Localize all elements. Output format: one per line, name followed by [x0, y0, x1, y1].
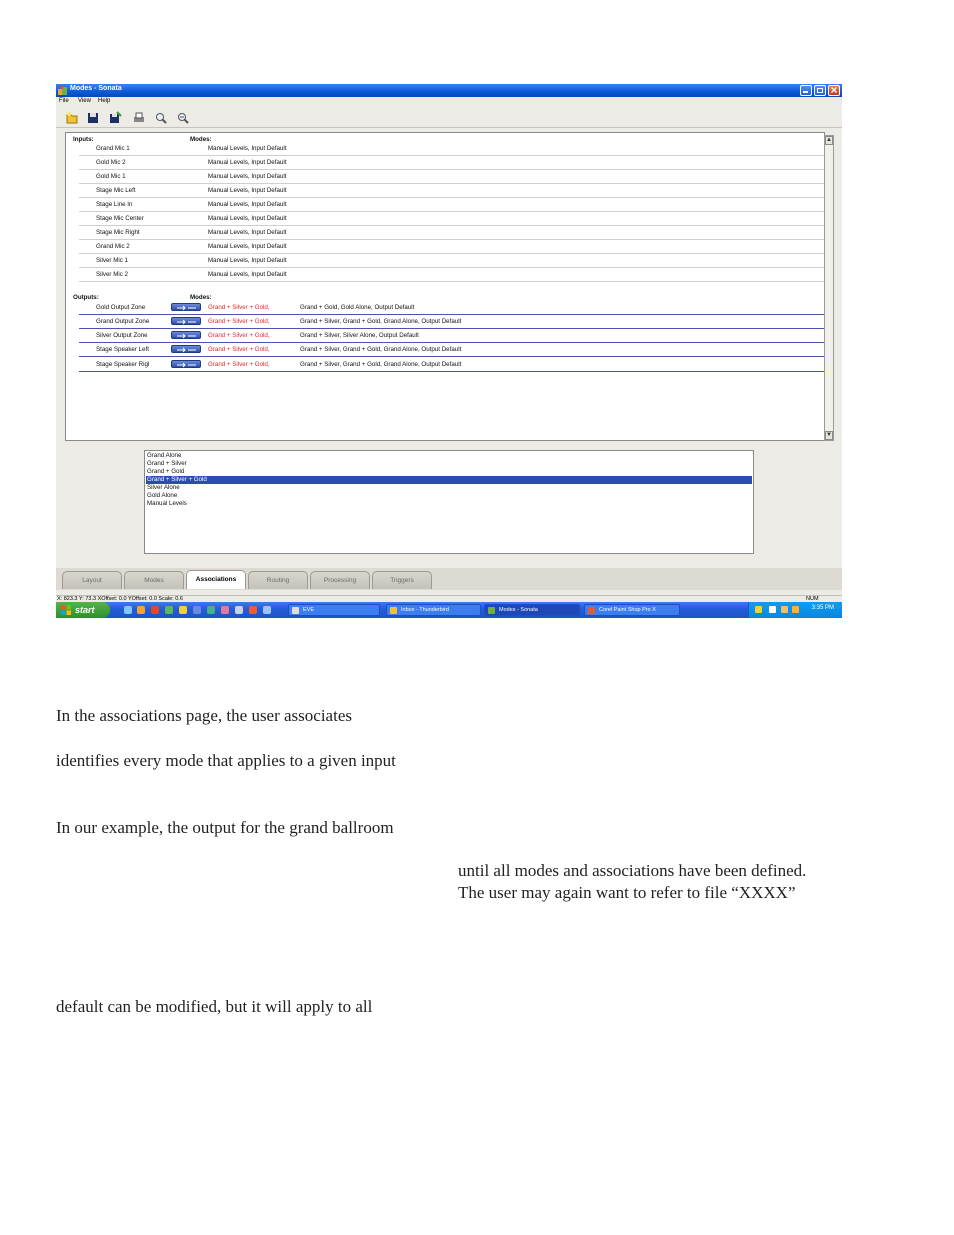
inputs-header: Inputs: [73, 136, 94, 143]
output-name: Gold Output Zone [96, 304, 146, 311]
input-name: Silver Mic 2 [96, 271, 128, 278]
taskbar-button-thunderbird[interactable] [386, 604, 481, 616]
vertical-scrollbar[interactable] [824, 135, 834, 441]
mode-list-item[interactable]: Grand + Gold [147, 468, 185, 475]
taskbar-button-modes-sonata[interactable] [484, 604, 580, 616]
scroll-up-arrow-icon[interactable]: ▲ [826, 137, 832, 143]
tab-bar [56, 568, 842, 590]
mode-list[interactable] [144, 450, 754, 554]
status-num: NUM [806, 596, 819, 602]
input-modes[interactable]: Manual Levels, Input Default [208, 159, 287, 166]
minimize-button[interactable] [800, 85, 812, 96]
arrow-right-icon [175, 362, 199, 368]
input-name: Stage Line In [96, 201, 133, 208]
print-icon[interactable] [132, 111, 146, 125]
close-icon [830, 86, 838, 94]
app-icon [58, 86, 67, 95]
input-name: Stage Mic Center [96, 215, 144, 222]
row-separator [79, 356, 825, 357]
app-icon[interactable] [165, 606, 173, 614]
associations-panel [65, 132, 825, 441]
row-separator [79, 183, 825, 184]
save-as-icon[interactable] [108, 111, 122, 125]
output-modes[interactable]: Grand + Silver, Grand + Gold, Grand Alone, Output Default [300, 346, 462, 353]
taskbar-button-label: EVE [303, 607, 315, 613]
outputs-modes-header: Modes: [190, 294, 212, 301]
menu-help[interactable]: Help [98, 98, 111, 104]
row-separator [79, 281, 825, 282]
minimize-icon [802, 86, 810, 94]
row-separator [79, 328, 825, 329]
window-icon [292, 607, 299, 614]
save-icon[interactable] [86, 111, 100, 125]
input-modes[interactable]: Manual Levels, Input Default [208, 187, 287, 194]
paint-shop-icon [588, 607, 595, 614]
assign-button[interactable] [171, 303, 201, 311]
mode-list-item[interactable]: Gold Alone [147, 492, 178, 499]
restore-icon [816, 86, 824, 94]
doc-line: In our example, the output for the grand ballroom [56, 818, 394, 837]
toolbar [56, 108, 842, 128]
input-name: Gold Mic 1 [96, 173, 126, 180]
status-bar [56, 595, 842, 602]
menu-file[interactable]: File [59, 98, 69, 104]
app-icon[interactable] [151, 606, 159, 614]
tray-icon[interactable] [755, 606, 762, 613]
app-window-screenshot [56, 84, 842, 618]
output-name: Stage Speaker Left [96, 346, 149, 353]
mode-list-item[interactable]: Silver Alone [147, 484, 180, 491]
row-separator [79, 314, 825, 315]
app-icon[interactable] [235, 606, 243, 614]
app-icon[interactable] [249, 606, 257, 614]
input-modes[interactable]: Manual Levels, Input Default [208, 257, 287, 264]
outputs-header: Outputs: [73, 294, 99, 301]
taskbar-button-paint-shop[interactable] [584, 604, 680, 616]
input-name: Grand Mic 2 [96, 243, 130, 250]
arrow-right-icon [175, 305, 199, 311]
inputs-modes-header: Modes: [190, 136, 212, 143]
window-title: Modes - Sonata [70, 85, 122, 92]
taskbar-button-label: Modes - Sonata [499, 607, 538, 613]
input-modes[interactable]: Manual Levels, Input Default [208, 145, 287, 152]
app-icon[interactable] [207, 606, 215, 614]
output-highlight-mode[interactable]: Grand + Silver + Gold, [208, 332, 270, 339]
new-file-icon[interactable] [65, 111, 79, 125]
input-name: Stage Mic Left [96, 187, 136, 194]
output-modes[interactable]: Grand + Silver, Silver Alone, Output Default [300, 332, 419, 339]
output-name: Silver Output Zone [96, 332, 148, 339]
output-modes[interactable]: Grand + Gold, Gold Alone, Output Default [300, 304, 415, 311]
input-name: Stage Mic Right [96, 229, 140, 236]
row-separator [79, 239, 825, 240]
tab-routing[interactable]: Routing [248, 571, 308, 589]
menu-view[interactable]: View [78, 98, 91, 104]
app-icon[interactable] [263, 606, 271, 614]
tab-processing[interactable]: Processing [310, 571, 370, 589]
arrow-right-icon [175, 319, 199, 325]
tray-icon[interactable] [769, 606, 776, 613]
assign-button[interactable] [171, 331, 201, 339]
mode-list-item[interactable]: Grand Alone [147, 452, 182, 459]
assign-button[interactable] [171, 360, 201, 368]
app-icon [488, 607, 495, 614]
row-separator [79, 197, 825, 198]
tray-icon[interactable] [781, 606, 788, 613]
output-modes[interactable]: Grand + Silver, Grand + Gold, Grand Alone, Output Default [300, 318, 462, 325]
mode-list-item[interactable]: Grand + Silver [147, 460, 187, 467]
doc-line: default can be modified, but it will apply to all [56, 997, 373, 1016]
input-modes[interactable]: Manual Levels, Input Default [208, 215, 287, 222]
input-modes[interactable]: Manual Levels, Input Default [208, 271, 287, 278]
taskbar-button-label: Corel Paint Shop Pro X [599, 607, 656, 613]
tab-layout[interactable]: Layout [62, 571, 122, 589]
output-highlight-mode[interactable]: Grand + Silver + Gold, [208, 318, 270, 325]
input-modes[interactable]: Manual Levels, Input Default [208, 201, 287, 208]
output-highlight-mode[interactable]: Grand + Silver + Gold, [208, 346, 270, 353]
output-highlight-mode[interactable]: Grand + Silver + Gold, [208, 304, 270, 311]
input-modes[interactable]: Manual Levels, Input Default [208, 173, 287, 180]
tab-modes[interactable]: Modes [124, 571, 184, 589]
assign-button[interactable] [171, 345, 201, 353]
app-icon[interactable] [221, 606, 229, 614]
input-name: Gold Mic 2 [96, 159, 126, 166]
row-separator [79, 225, 825, 226]
input-modes[interactable]: Manual Levels, Input Default [208, 243, 287, 250]
clock: 3:35 PM [811, 605, 834, 611]
mode-list-item[interactable]: Manual Levels [147, 500, 187, 507]
input-name: Grand Mic 1 [96, 145, 130, 152]
doc-line: identifies every mode that applies to a given input [56, 751, 396, 770]
row-separator [79, 342, 825, 343]
row-separator [79, 267, 825, 268]
zoom-in-icon[interactable] [154, 111, 168, 125]
doc-line: In the associations page, the user associates [56, 706, 352, 725]
maximize-button[interactable] [814, 85, 826, 96]
arrow-right-icon [175, 347, 199, 353]
row-separator [79, 169, 825, 170]
start-label: start [75, 605, 95, 615]
mode-list-item-selected[interactable]: Grand + Silver + Gold [146, 476, 752, 484]
input-name: Silver Mic 1 [96, 257, 128, 264]
volume-icon[interactable] [792, 606, 799, 613]
doc-line: until all modes and associations have been defined. [458, 861, 807, 880]
windows-flag-icon [61, 605, 71, 615]
explorer-icon[interactable] [137, 606, 145, 614]
tab-associations[interactable]: Associations [186, 570, 246, 589]
system-tray [748, 602, 842, 618]
row-separator [79, 253, 825, 254]
menu-bar [56, 97, 842, 107]
doc-line: The user may again want to refer to file “XXXX” [458, 883, 796, 902]
ie-icon[interactable] [124, 606, 132, 614]
output-modes[interactable]: Grand + Silver, Grand + Gold, Grand Alone, Output Default [300, 361, 462, 368]
taskbar-button-eve[interactable] [288, 604, 380, 616]
assign-button[interactable] [171, 317, 201, 325]
scroll-down-arrow-icon[interactable]: ▼ [826, 432, 832, 438]
tab-triggers[interactable]: Triggers [372, 571, 432, 589]
title-bar[interactable] [56, 84, 842, 97]
row-separator [79, 155, 825, 156]
output-name: Grand Output Zone [96, 318, 150, 325]
row-separator [79, 211, 825, 212]
output-highlight-mode[interactable]: Grand + Silver + Gold, [208, 361, 270, 368]
thunderbird-icon [390, 607, 397, 614]
zoom-out-icon[interactable] [176, 111, 190, 125]
taskbar [56, 602, 842, 618]
taskbar-button-label: Inbox - Thunderbird [401, 607, 449, 613]
app-icon[interactable] [179, 606, 187, 614]
close-button[interactable] [828, 85, 840, 96]
app-icon[interactable] [193, 606, 201, 614]
arrow-right-icon [175, 333, 199, 339]
output-name: Stage Speaker Rigl [96, 361, 150, 368]
input-modes[interactable]: Manual Levels, Input Default [208, 229, 287, 236]
status-coords: X: 823.3 Y: 73.3 XOffset: 0.0 YOffset: 0.0 Scale: 0.6 [57, 596, 183, 602]
row-separator [79, 371, 825, 372]
start-button[interactable] [56, 602, 110, 618]
